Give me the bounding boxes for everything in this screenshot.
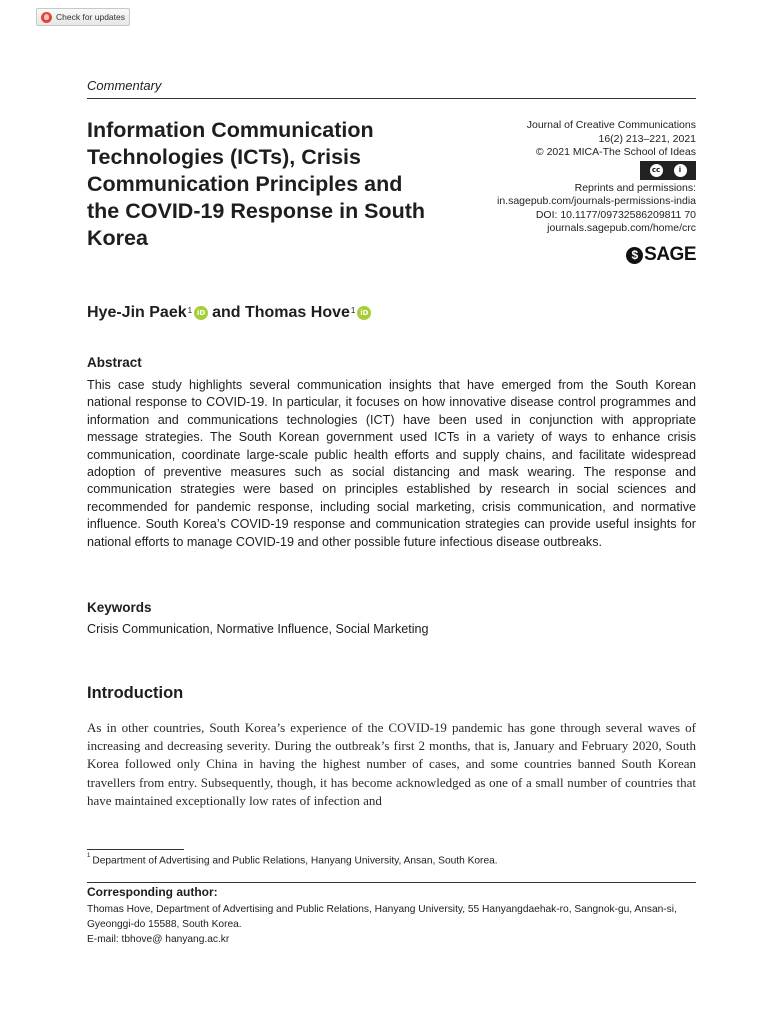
check-for-updates-badge[interactable] [36,8,130,26]
journal-issue: 16(2) 213–221, 2021 [598,132,696,145]
keywords-heading: Keywords [87,600,152,615]
introduction-text: As in other countries, South Korea’s experience of the COVID-19 pandemic has gone through several waves of increasing and decreasing severity. During the outbreak’s first 2 months, that is, January and February 2020, South Korea followed only China in having the highest number of cases, and some countries banned South Korean travellers from entry. Subsequently, though, it has become acknowledged as one of a small number of countries that have maintained exceptionally low rates of infection and [87,720,696,808]
header-divider [87,98,696,99]
sage-logo-icon: $ [626,247,643,264]
update-icon [41,12,52,23]
article-title: Information Communication Technologies (ICTs), Crisis Communication Principles and the COVID-19 Response in South Korea [87,118,426,250]
section-label: Commentary [87,78,162,93]
author-join: and [212,304,241,321]
journal-info [497,119,696,236]
affiliation-mark: 1 [350,305,356,315]
creative-commons-icon[interactable] [640,161,696,180]
abstract-heading: Abstract [87,355,142,370]
journal-name: Journal of Creative Communications [526,119,696,131]
corresponding-address: Thomas Hove, Department of Advertising and Public Relations, Hanyang University, 55 Hanyangdaehak-ro, Sangnok-gu, Ansan-si, Gyeonggi-do 15588, South Korea. [87,904,677,930]
corresponding-author-details [87,902,696,947]
attribution-icon: i [674,164,687,177]
author-list [87,304,375,322]
cc-icon: cc [650,164,663,177]
footnote-divider [87,849,184,850]
doi[interactable]: DOI: 10.1177/09732586209811 70 [535,208,696,221]
reprints-link[interactable]: in.sagepub.com/journals-permissions-india [496,195,696,207]
journal-homepage-link[interactable]: journals.sagepub.com/home/crc [547,222,696,234]
keywords-text: Crisis Communication, Normative Influence, Social Marketing [87,622,429,636]
orcid-icon[interactable]: iD [357,306,371,320]
corresponding-email[interactable]: E-mail: tbhove@ hanyang.ac.kr [87,934,230,945]
reprints-label: Reprints and permissions: [574,181,696,194]
affiliation-footnote [87,855,498,866]
affiliation-mark: 1 [187,305,193,315]
corresponding-divider [87,882,696,883]
author-name: Hye-Jin Paek [87,304,187,321]
author-name: Thomas Hove [244,304,350,321]
footnote-text: Department of Advertising and Public Relations, Hanyang University, Ansan, South Korea. [92,855,498,867]
introduction-heading: Introduction [87,684,184,702]
orcid-icon[interactable]: iD [194,306,208,320]
footnote-mark: 1 [87,853,91,859]
abstract-text: This case study highlights several communication insights that have emerged from the South Korean national response to COVID-19. In particular, it focuses on how innovative disease control programmes and information and communications technologies (ICT) have been used in conjunction with appropriate message strategies. The South Korean government used ICTs in a variety of ways to enhance crisis communication, coordinate large-scale public health efforts and supply chains, and facilitate widespread adoption of preventive measures such as social distancing and mask wearing. The response and communication strategies were based on principles established by research in social sciences and recommended for pandemic response, including social marketing, crisis communication, and normative influence. South Korea’s COVID-19 response and communication strategies can provide useful insights for national efforts to manage COVID-19 and other possible future infectious disease outbreaks. [87,378,696,549]
sage-logo [626,244,696,266]
corresponding-author-heading: Corresponding author: [87,885,218,899]
journal-copyright: © 2021 MICA-The School of Ideas [535,146,696,158]
check-for-updates-label: Check for updates [56,12,125,22]
publisher-name: SAGE [644,244,696,265]
